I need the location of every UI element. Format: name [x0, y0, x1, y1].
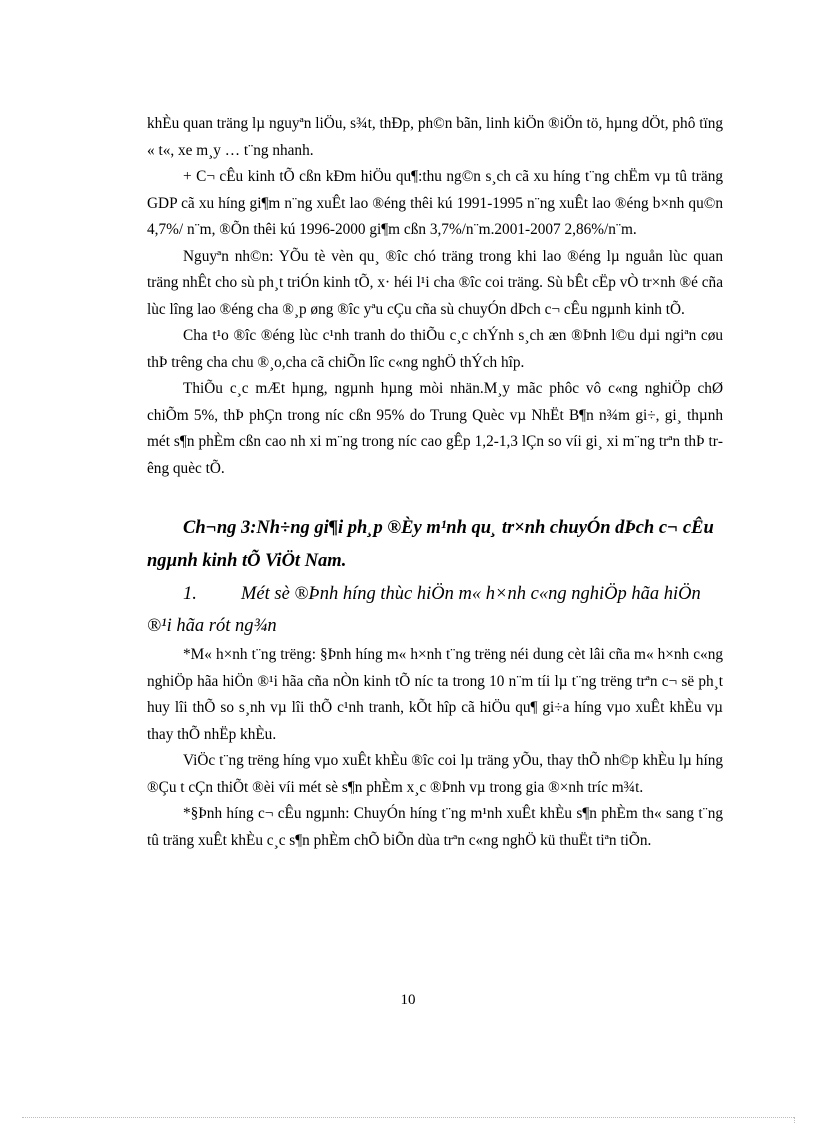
- page-number: 10: [400, 992, 416, 1008]
- paragraph-continuation: khÈu quan träng lµ nguyªn liÖu, s¾t, thÐp, ph©n bãn, linh kiÖn ®iÖn tö, hµng dÖt, phô tïng « t«, xe m¸y … t¨ng nhanh.: [147, 115, 723, 159]
- section-title: Mét sè ®Þnh híng thùc hiÖn m« h×nh c«ng nghiÖp hãa hiÖn ®¹i hãa rót ng¾n: [147, 584, 701, 636]
- section-number: 1.: [183, 584, 197, 604]
- document-body: [147, 111, 723, 854]
- footer-divider: [22, 1117, 794, 1118]
- paragraph-cause: Nguyªn nh©n: YÕu tè vèn qu¸ ®îc chó träng trong khi lao ®éng lµ nguån lùc quan träng nhÊt cho sù ph¸t triÓn kinh tÕ, x· héi l¹i cha ®îc coi träng. Sù bÊt cËp vÒ tr×nh ®é cña lùc lîng lao ®éng cha ®¸p øng ®îc yªu cÇu cña sù chuyÓn dÞch c¬ cÊu ngµnh kinh tÕ.: [147, 247, 723, 318]
- paragraph-key-products: ThiÕu c¸c mÆt hµng, ngµnh hµng mòi nhän.M¸y mãc phôc vô c«ng nghiÖp chØ chiÕm 5%, thÞ phÇn trong níc cßn 95% do Trung Quèc vµ NhËt B¶n n¾m gi÷, gi¸ thµnh mét s¶n phÈm cßn cao nh xi m¨ng trong níc cao gÊp 1,2-1,3 lÇn so víi gi¸ xi m¨ng trªn thÞ trêng quèc tÕ.: [147, 380, 723, 477]
- paragraph-sector-orientation: *§Þnh híng c¬ cÊu ngµnh: ChuyÓn híng t¨ng m¹nh xuÊt khÈu s¶n phÈm th« sang t¨ng tû träng xuÊt khÈu c¸c s¶n phÈm chÕ biÕn dùa trªn c«ng nghÖ kü thuËt tiªn tiÕn.: [147, 805, 723, 849]
- chapter-heading: Ch¬ng 3:Nh÷ng gi¶i ph¸p ®Èy m¹nh qu¸ tr×nh chuyÓn dÞch c¬ cÊu ngµnh kinh tÕ ViÖt Nam.: [147, 518, 714, 571]
- paragraph-growth-model: *M« h×nh t¨ng trëng: §Þnh híng m« h×nh t¨ng trëng néi dung cèt lâi cña m« h×nh c«ng nghiÖp hãa hiÖn ®¹i hãa cña nÒn kinh tÕ níc ta trong 10 n¨m tíi lµ t¨ng trëng trªn c¬ së ph¸t huy lîi thÕ so s¸nh vµ lîi thÕ c¹nh tranh, kÕt hîp cã hiÖu qu¶ gi÷a híng vµo xuÊt khÈu vµ thay thÕ nhËp khÈu.: [147, 646, 723, 743]
- paragraph-export-growth: ViÖc t¨ng trëng híng vµo xuÊt khÈu ®îc coi lµ träng yÕu, thay thÕ nh©p khÈu lµ híng ®Çu t cÇn thiÕt ®èi víi mét sè s¶n phÈm x¸c ®Þnh vµ trong gia ®×nh tríc m¾t.: [147, 752, 723, 796]
- paragraph-competition: Cha t¹o ®îc ®éng lùc c¹nh tranh do thiÕu c¸c chÝnh s¸ch æn ®Þnh l©u dµi ngiªn cøu thÞ trêng cha chu ®¸o,cha cã chiÕn lîc c«ng nghÖ thÝch hîp.: [147, 327, 723, 371]
- spacer: [147, 482, 723, 512]
- paragraph-economic-structure: + C¬ cÊu kinh tÕ cßn kÐm hiÖu qu¶:thu ng©n s¸ch cã xu híng t¨ng chËm vµ tû träng GDP cã xu híng gi¶m n¨ng xuÊt lao ®éng thêi kú 1991-1995 n¨ng xuÊt lao ®éng b×nh qu©n 4,7%/ n¨m, ®Õn thêi kú 1996-2000 gi¶m cßn 3,7%/n¨m.2001-2007 2,86%/n¨m.: [147, 168, 723, 238]
- section-heading: [147, 578, 723, 642]
- footer-divider-corner: [794, 1117, 795, 1123]
